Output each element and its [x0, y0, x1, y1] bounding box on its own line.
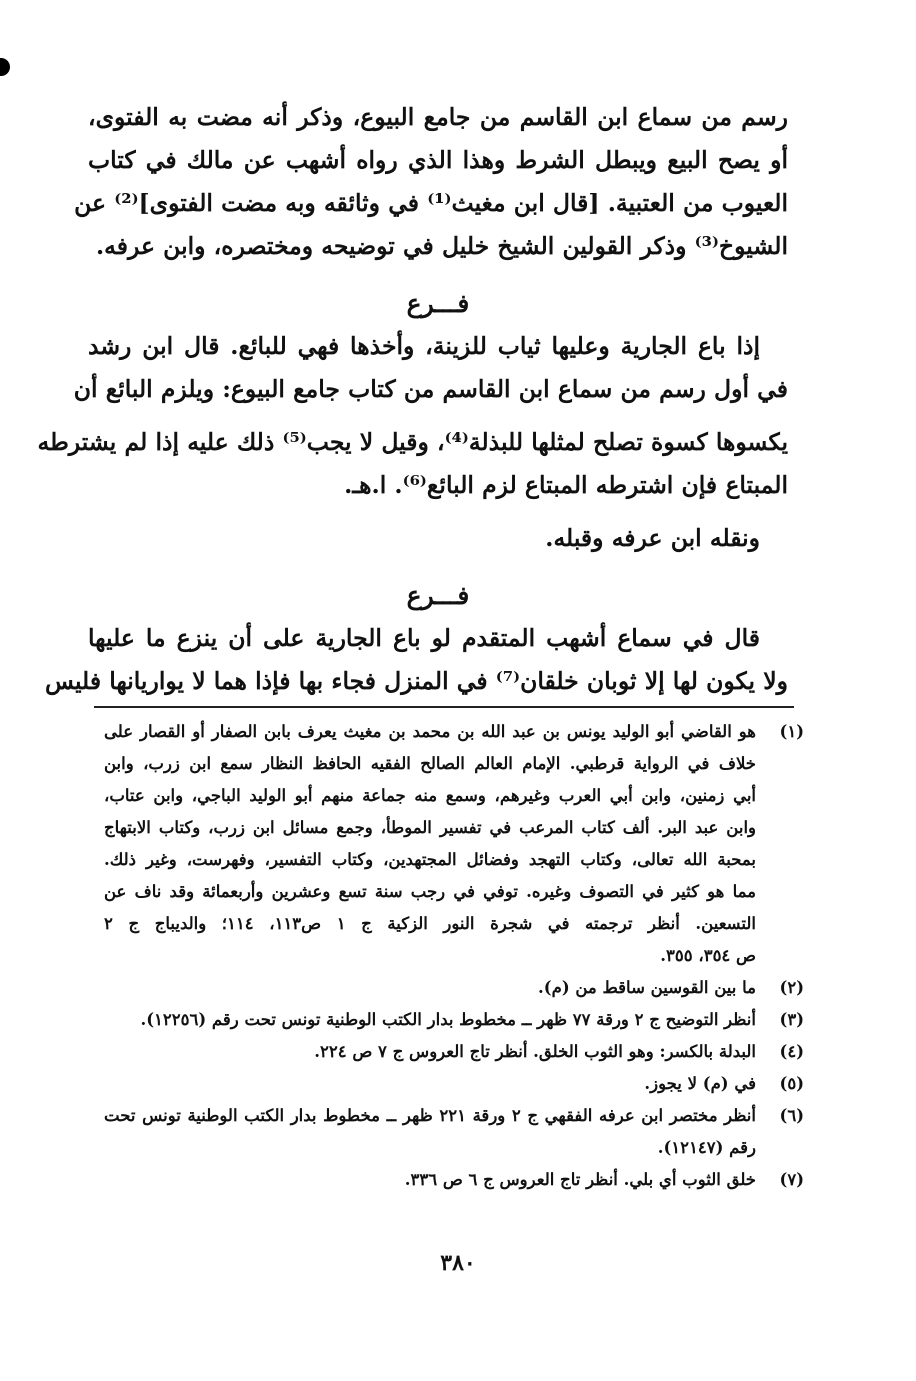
text-line: أو يصح البيع ويبطل الشرط وهذا الذي رواه أشهب عن مالك في كتاب — [88, 146, 788, 174]
footnote-number: (٦) — [779, 1106, 804, 1125]
footnote-4 — [104, 1036, 804, 1068]
footnote-line: وابن عبد البر. ألف كتاب المرعب في تفسير الموطأ، وجمع مسائل ابن زرب، وكتاب الابتهاج — [104, 818, 756, 837]
text-line: ونقله ابن عرفه وقبله. — [545, 524, 760, 552]
footnote-5 — [104, 1068, 804, 1100]
footnote-2 — [104, 972, 804, 1004]
footnote-number: (٧) — [779, 1170, 804, 1189]
footnote-number: (١) — [779, 722, 804, 741]
footnote-line: هو القاضي أبو الوليد يونس بن عبد الله بن محمد بن مغيث يعرف بابن الصفار أو القصار على — [104, 722, 756, 741]
margin-ink-mark — [0, 58, 10, 76]
footnote-line: مما هو كثير في التصوف وغيره. توفي في رجب سنة تسع وعشرين وأربعمائة وقد ناف عن — [104, 882, 756, 901]
footnote-line: في (م) لا يجوز. — [644, 1074, 756, 1093]
paragraph-4 — [44, 617, 788, 703]
footnote-7 — [104, 1164, 804, 1196]
footnote-line: خلاف في الرواية قرطبي. الإمام العالم الصالح الفقيه الحافظ النظار سمع ابن زرب، وابن — [104, 754, 756, 773]
footnote-number: (٥) — [779, 1074, 804, 1093]
main-text-block — [37, 96, 788, 703]
footnote-line: ما بين القوسين ساقط من (م). — [538, 978, 756, 997]
footnote-3 — [104, 1004, 804, 1036]
footnote-1 — [104, 716, 804, 972]
section-heading-far: فـــرع — [406, 581, 470, 610]
text-line: المبتاع فإن اشترطه المبتاع لزم البائع⁽⁶⁾. ا.هـ. — [344, 471, 788, 499]
footnote-separator — [94, 706, 794, 708]
footnote-line: أبي زمنين، وابن أبي العرب وغيرهم، وسمع منه جماعة منهم أبو الوليد الباجي، وابن عتاب، — [104, 786, 756, 805]
text-line: إذا باع الجارية وعليها ثياب للزينة، وأخذها فهي للبائع. قال ابن رشد — [88, 332, 760, 360]
paragraph-2 — [37, 325, 788, 507]
footnote-number: (٤) — [779, 1042, 804, 1061]
footnote-line: خلق الثوب أي بلي. أنظر تاج العروس ج ٦ ص ٣٣٦. — [404, 1170, 756, 1189]
text-line: ولا يكون لها إلا ثوبان خلقان⁽⁷⁾ في المنزل فجاء بها فإذا هما لا يواريانها فليس — [44, 667, 788, 695]
footnote-6 — [104, 1100, 804, 1164]
paragraph-1 — [74, 96, 788, 268]
footnote-line: بمحبة الله تعالى، وكتاب التهجد وفضائل المجتهدين، وكتاب التفسير، وفهرست، وغير ذلك. — [104, 850, 756, 869]
footnote-line: ص ٣٥٤، ٣٥٥. — [660, 946, 756, 965]
text-line: الشيوخ⁽³⁾ وذكر القولين الشيخ خليل في توضيحه ومختصره، وابن عرفه. — [96, 232, 788, 260]
page-number: ٣٨٠ — [440, 1250, 476, 1276]
footnote-line: أنظر التوضيح ج ٢ ورقة ٧٧ ظهر ــ مخطوط بدار الكتب الوطنية تونس تحت رقم (١٢٢٥٦). — [140, 1010, 756, 1029]
section-heading-far: فـــرع — [406, 289, 470, 318]
footnotes-block — [104, 716, 804, 1196]
footnote-line: رقم (١٢١٤٧). — [657, 1138, 756, 1157]
text-line: في أول رسم من سماع ابن القاسم من كتاب جامع البيوع: ويلزم البائع أن — [73, 375, 788, 403]
text-line: قال في سماع أشهب المتقدم لو باع الجارية على أن ينزع ما عليها — [88, 624, 760, 652]
paragraph-3 — [88, 507, 788, 560]
text-line: يكسوها كسوة تصلح لمثلها للبذلة⁽⁴⁾، وقيل لا يجب⁽⁵⁾ ذلك عليه إذا لم يشترطه — [37, 428, 788, 456]
footnote-line: البدلة بالكسر: وهو الثوب الخلق. أنظر تاج العروس ج ٧ ص ٢٢٤. — [314, 1042, 756, 1061]
footnote-number: (٢) — [779, 978, 804, 997]
footnote-line: التسعين. أنظر ترجمته في شجرة النور الزكية ج ١ ص١١٣، ١١٤؛ والديباج ج ٢ — [104, 914, 756, 933]
footnote-number: (٣) — [779, 1010, 804, 1029]
text-line: العيوب من العتبية. [قال ابن مغيث⁽¹⁾ في وثائقه وبه مضت الفتوى]⁽²⁾ عن — [74, 189, 788, 217]
text-line: رسم من سماع ابن القاسم من جامع البيوع، وذكر أنه مضت به الفتوى، — [88, 103, 788, 131]
footnote-line: أنظر مختصر ابن عرفه الفقهي ج ٢ ورقة ٢٢١ ظهر ــ مخطوط بدار الكتب الوطنية تونس تحت — [104, 1106, 756, 1125]
